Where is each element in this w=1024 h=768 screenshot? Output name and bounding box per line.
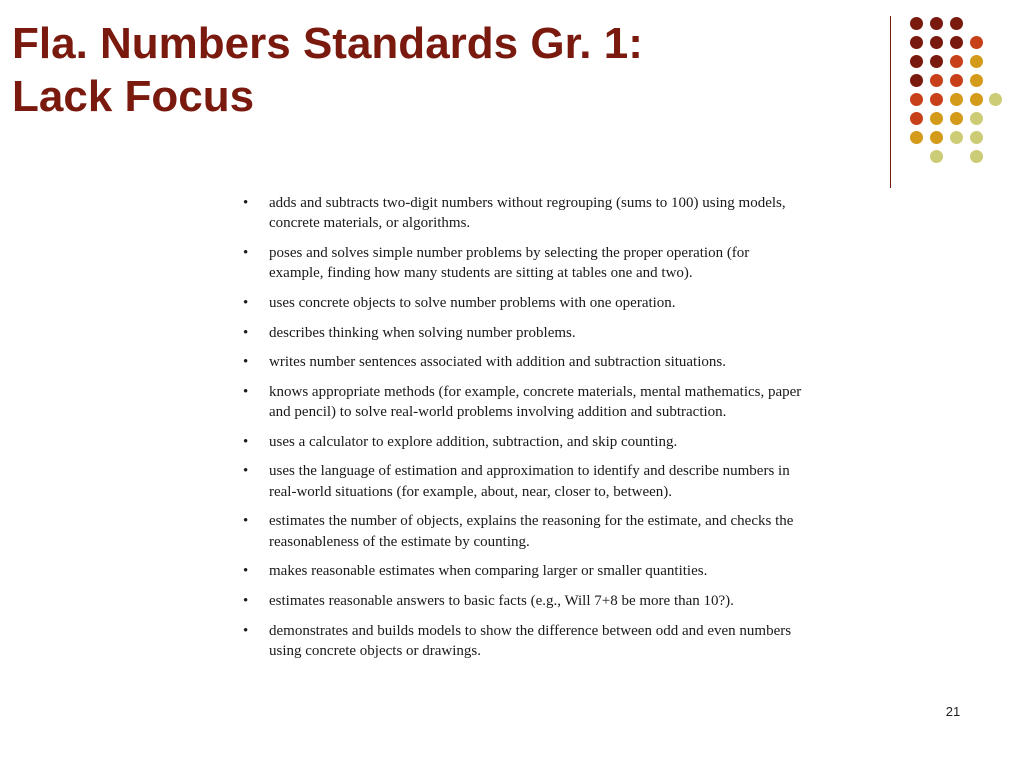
decorative-dot xyxy=(950,55,963,68)
bullet-text-line-1: describes thinking when solving number problems. xyxy=(269,324,576,341)
bullet-icon: • xyxy=(243,592,249,609)
decorative-dot xyxy=(930,131,943,144)
decorative-dot xyxy=(910,131,923,144)
decorative-dot xyxy=(950,36,963,49)
bullet-text-line-2: real-world situations (for example, about, near, closer to, between). xyxy=(269,483,673,500)
decorative-dot xyxy=(930,55,943,68)
bullet-icon: • xyxy=(243,295,249,311)
bullet-item xyxy=(242,193,862,234)
decorative-dot xyxy=(970,55,983,68)
decorative-dot xyxy=(910,93,923,106)
bullet-icon: • xyxy=(243,245,249,261)
decorative-dot xyxy=(910,55,923,68)
bullet-text-line-1: poses and solves simple number problems by selecting the proper operation (for xyxy=(269,245,750,261)
decorative-dot xyxy=(930,74,943,87)
decorative-dot xyxy=(910,36,923,49)
decorative-dot xyxy=(950,17,963,30)
decorative-dot xyxy=(970,112,983,125)
bullet-item xyxy=(242,511,862,552)
bullet-icon: • xyxy=(243,383,249,400)
decorative-dot xyxy=(930,36,943,49)
bullet-item xyxy=(242,461,862,502)
bullet-text-line-1: uses concrete objects to solve number problems with one operation. xyxy=(269,295,676,311)
bullet-icon: • xyxy=(243,324,249,341)
bullet-text-line-1: writes number sentences associated with addition and subtraction situations. xyxy=(269,354,726,371)
decorative-dot xyxy=(970,74,983,87)
bullet-item xyxy=(242,243,862,284)
decorative-dot xyxy=(970,150,983,163)
decorative-dot xyxy=(970,131,983,144)
bullet-item xyxy=(242,591,862,611)
bullet-item xyxy=(242,352,862,372)
bullet-item xyxy=(242,293,862,313)
decorative-dot xyxy=(930,17,943,30)
page-number: 21 xyxy=(945,704,961,719)
title-line-1: Fla. Numbers Standards Gr. 1: xyxy=(12,19,643,68)
bullet-text-line-1: estimates reasonable answers to basic facts (e.g., Will 7+8 be more than 10?). xyxy=(269,592,734,609)
bullet-item xyxy=(242,382,862,423)
bullet-text-line-1: uses the language of estimation and approximation to identify and describe numbers in xyxy=(269,463,790,480)
bullet-icon: • xyxy=(243,433,249,450)
bullet-text-line-1: knows appropriate methods (for example, concrete materials, mental mathematics, paper xyxy=(269,383,802,400)
decorative-dot xyxy=(930,112,943,125)
decorative-dot xyxy=(910,74,923,87)
bullet-text-line-2: using concrete objects or drawings. xyxy=(269,642,482,659)
title-line-2: Lack Focus xyxy=(12,71,255,121)
bullet-item xyxy=(242,621,862,662)
bullet-item xyxy=(242,432,862,452)
bullet-icon: • xyxy=(243,563,249,580)
decorative-dot xyxy=(950,74,963,87)
decorative-dot xyxy=(910,112,923,125)
bullet-text-line-2: reasonableness of the estimate by counting. xyxy=(269,533,530,550)
bullet-text-line-1: makes reasonable estimates when comparing larger or smaller quantities. xyxy=(269,563,708,580)
bullet-text-line-2: concrete materials, or algorithms. xyxy=(269,215,471,232)
decorative-dot xyxy=(970,36,983,49)
bullet-text-line-2: example, finding how many students are sitting at tables one and two). xyxy=(269,265,693,282)
bullet-text-line-1: estimates the number of objects, explains the reasoning for the estimate, and checks the xyxy=(269,513,794,530)
bullet-text-line-1: demonstrates and builds models to show the difference between odd and even numbers xyxy=(269,622,792,639)
bullet-item xyxy=(242,561,862,581)
bullet-item xyxy=(242,323,862,343)
decorative-dot xyxy=(950,93,963,106)
decorative-dot xyxy=(930,150,943,163)
standards-bullet-list xyxy=(242,193,862,671)
bullet-icon: • xyxy=(243,354,249,371)
bullet-text-line-1: adds and subtracts two-digit numbers without regrouping (sums to 100) using models, xyxy=(269,195,786,211)
decorative-dot-grid xyxy=(0,0,1024,200)
decorative-dot xyxy=(950,112,963,125)
decorative-dot xyxy=(910,17,923,30)
decorative-dot xyxy=(970,93,983,106)
bullet-icon: • xyxy=(243,463,249,480)
bullet-icon: • xyxy=(243,622,249,639)
bullet-text-line-2: and pencil) to solve real-world problems involving addition and subtraction. xyxy=(269,404,727,421)
bullet-icon: • xyxy=(243,513,249,530)
decorative-dot xyxy=(930,93,943,106)
decorative-dot xyxy=(989,93,1002,106)
decorative-dot xyxy=(950,131,963,144)
bullet-text-line-1: uses a calculator to explore addition, subtraction, and skip counting. xyxy=(269,433,678,450)
bullet-icon: • xyxy=(243,195,249,211)
